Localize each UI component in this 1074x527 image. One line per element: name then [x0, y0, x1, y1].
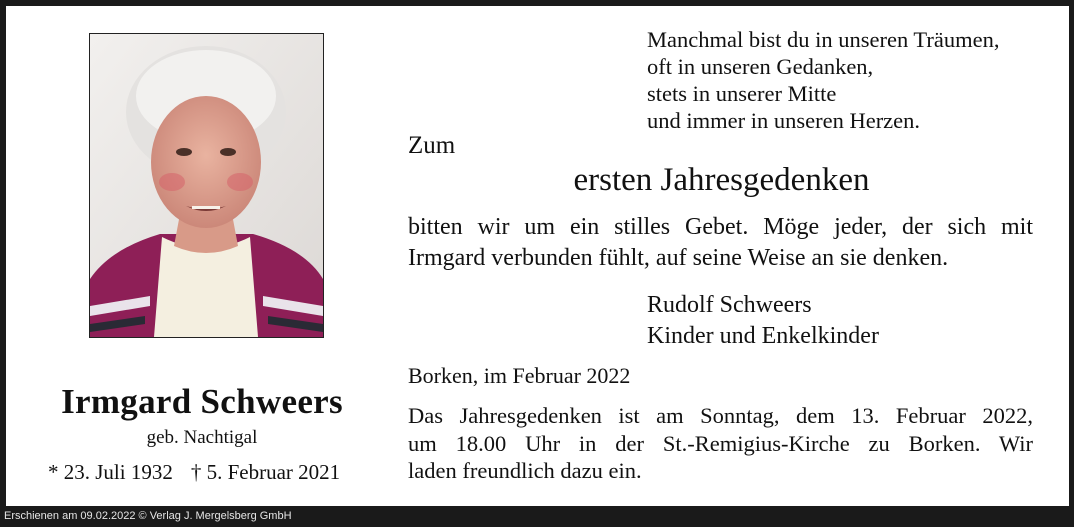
birth-date: * 23. Juli 1932	[48, 460, 173, 484]
memorial-notice	[408, 402, 1033, 485]
intro-text: Zum	[408, 132, 456, 159]
request-line: bitten wir um ein stilles Gebet. Möge jeder, der sich mit	[408, 214, 1033, 240]
signer-line: Kinder und Enkelkinder	[647, 323, 879, 349]
headline: ersten Jahresgedenken	[573, 162, 870, 198]
poem-line: Manchmal bist du in unseren Träumen,	[647, 27, 1000, 52]
portrait-illustration	[90, 34, 323, 337]
request-line: Irmgard verbunden fühlt, auf seine Weise an sie denken.	[408, 245, 949, 271]
notice-line: laden freundlich dazu ein.	[408, 458, 642, 483]
poem-line: und immer in unseren Herzen.	[647, 108, 921, 133]
notice-line: um 18.00 Uhr in der St.-Remigius-Kirche zu Borken. Wir	[408, 430, 1033, 456]
signer-line: Rudolf Schweers	[647, 292, 812, 318]
deceased-name: Irmgard Schweers	[61, 382, 343, 421]
obituary-card	[6, 6, 1069, 506]
publication-footer: Erschienen am 09.02.2022 © Verlag J. Mergelsberg GmbH	[4, 510, 292, 522]
prayer-request	[408, 212, 1033, 274]
poem-line: oft in unseren Gedanken,	[647, 54, 874, 79]
portrait-photo	[89, 33, 324, 338]
poem-line: stets in unserer Mitte	[647, 81, 837, 106]
life-dates	[48, 460, 340, 485]
notice-line: Das Jahresgedenken ist am Sonntag, dem 13. Februar 2022,	[408, 403, 1033, 428]
death-date: † 5. Februar 2021	[190, 460, 341, 484]
place-date: Borken, im Februar 2022	[408, 363, 631, 388]
birth-name: geb. Nachtigal	[146, 427, 258, 448]
poem	[647, 26, 999, 134]
signers	[647, 290, 879, 352]
